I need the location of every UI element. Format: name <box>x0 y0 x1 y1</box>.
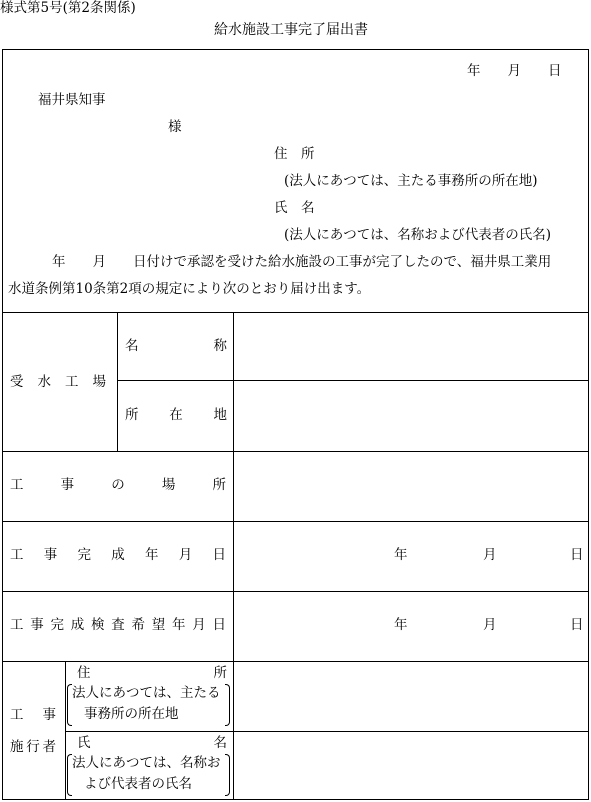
contractor-name-note-line-1: 法人にあつては、名称お <box>72 755 221 771</box>
inspection-month-unit: 月 <box>483 617 497 633</box>
contractor-address-label: 住 所 <box>77 665 227 681</box>
completion-date-label: 工 事 完 成 年 月 日 <box>10 547 226 563</box>
completion-month-unit: 月 <box>483 547 497 563</box>
honorific: 様 <box>168 119 182 135</box>
contractor-label-line-2: 施 行 者 <box>10 739 56 755</box>
factory-name-field[interactable] <box>234 313 588 379</box>
contractor-name-field[interactable] <box>234 732 588 799</box>
construction-site-field[interactable] <box>234 452 588 520</box>
inspection-day-unit: 日 <box>570 617 584 633</box>
addressee: 福井県知事 <box>38 92 106 108</box>
body-text-line-2: 水道条例第10条第2項の規定により次のとおり届け出ます。 <box>8 281 371 297</box>
date-line: 年 月 日 <box>467 63 562 79</box>
name-note-right-bracket <box>225 754 230 796</box>
construction-site-label: 工 事 の 場 所 <box>10 477 226 493</box>
address-note-right-bracket <box>225 684 230 726</box>
factory-name-label: 名 称 <box>125 338 227 354</box>
inspection-date-label: 工 事 完 成 検 査 希 望 年 月 日 <box>10 617 226 633</box>
factory-location-field[interactable] <box>234 381 588 450</box>
applicant-address-label: 住 所 <box>274 146 315 162</box>
contractor-label-line-1: 工 事 <box>10 707 56 723</box>
form-number: 様式第5号(第2条関係) <box>0 0 136 16</box>
contractor-address-note-line-1: 法人にあつては、主たる <box>72 685 221 701</box>
contractor-address-field[interactable] <box>234 662 588 730</box>
contractor-name-note-line-2: よび代表者の氏名 <box>84 776 192 792</box>
receiving-factory-label: 受 水 工 場 <box>10 374 106 390</box>
applicant-name-note: (法人にあつては、名称および代表者の氏名) <box>284 227 552 243</box>
contractor-address-note-line-2: 事務所の所在地 <box>84 706 179 722</box>
completion-year-unit: 年 <box>394 547 408 563</box>
inspection-year-unit: 年 <box>394 617 408 633</box>
applicant-address-note: (法人にあつては、主たる事務所の所在地) <box>284 173 538 189</box>
document-title: 給水施設工事完了届出書 <box>214 22 368 38</box>
factory-location-label: 所 在 地 <box>125 407 227 423</box>
body-text-line-1: 年 月 日付けで承認を受けた給水施設の工事が完了したので、福井県工業用 <box>52 254 552 270</box>
completion-day-unit: 日 <box>570 547 584 563</box>
contractor-name-label: 氏 名 <box>77 735 227 751</box>
applicant-name-label: 氏 名 <box>274 200 315 216</box>
